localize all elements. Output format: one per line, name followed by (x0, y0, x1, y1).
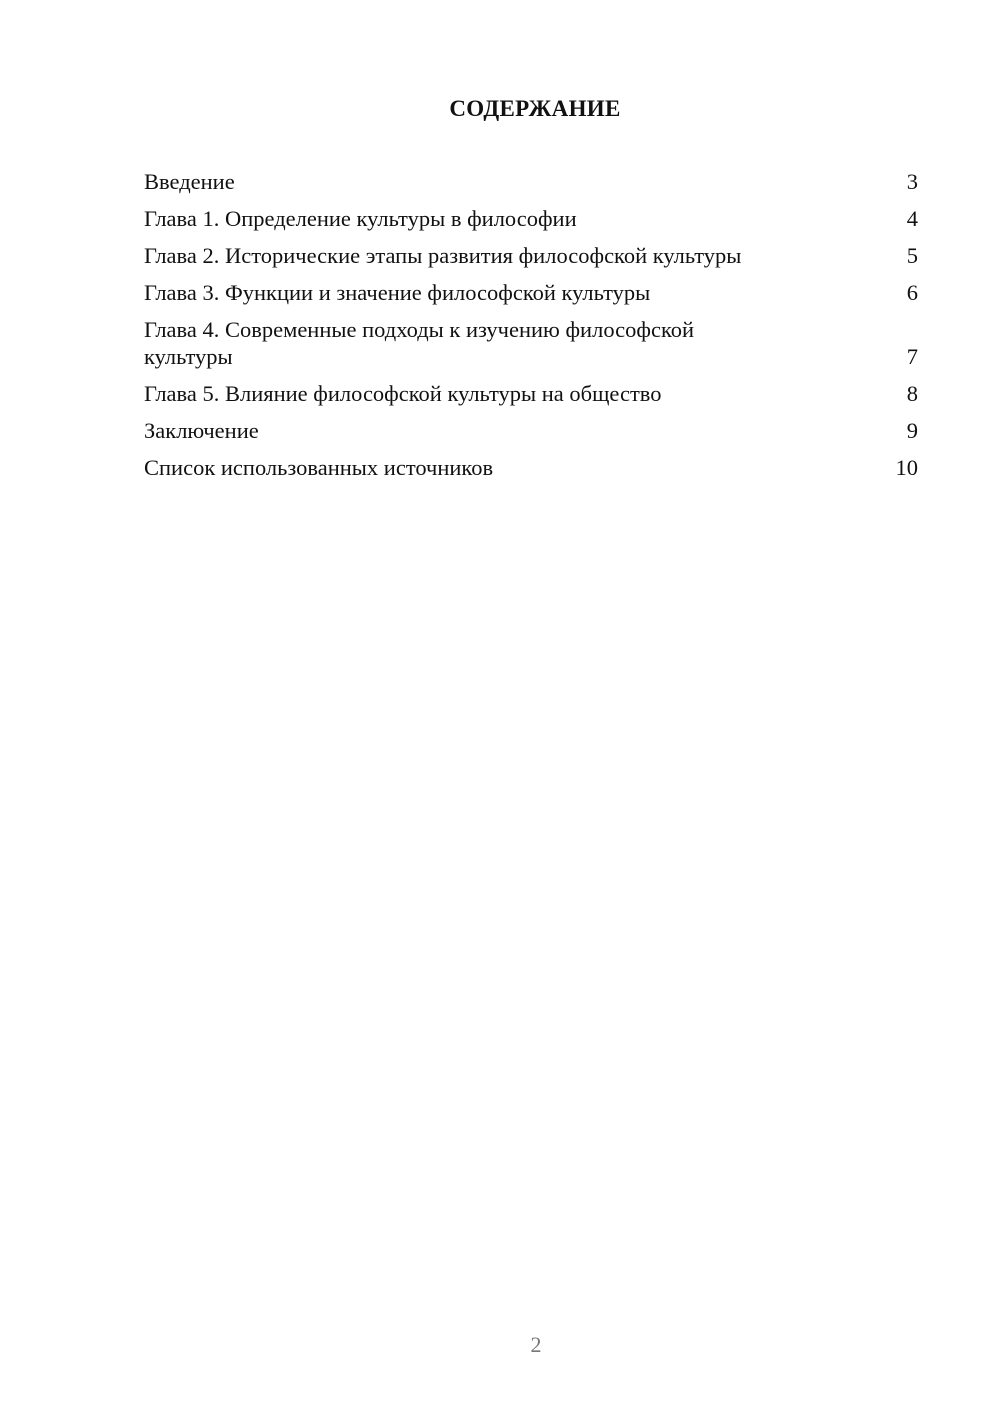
toc-entry-page: 8 (906, 381, 918, 406)
toc-entry-label: Список использованных источников (144, 455, 494, 480)
toc-entry-page: 4 (906, 206, 918, 231)
toc-entry-label: Глава 3. Функции и значение философской культуры (144, 280, 651, 305)
toc-entry-label: Введение (144, 169, 235, 194)
toc-entry-label: Заключение (144, 418, 259, 443)
toc-entry-label: Глава 2. Исторические этапы развития философской культуры (144, 243, 742, 268)
toc-entry-page: 9 (906, 418, 918, 443)
toc-entry[interactable] (144, 205, 918, 232)
toc-entry[interactable] (144, 380, 918, 407)
page-title: СОДЕРЖАНИЕ (449, 96, 621, 121)
toc-entry-label: Глава 4. Современные подходы к изучению философской культуры (144, 317, 695, 369)
toc-entry-page: 3 (906, 169, 918, 194)
toc-entry[interactable] (144, 242, 918, 269)
toc-entry-page: 10 (895, 455, 918, 480)
toc-entry[interactable] (144, 279, 918, 306)
toc-entry-page: 7 (906, 344, 918, 369)
toc-entry-label: Глава 5. Влияние философской культуры на общество (144, 381, 662, 406)
toc-entry-label: Глава 1. Определение культуры в философии (144, 206, 577, 231)
toc-entry-page: 5 (906, 243, 918, 268)
table-of-contents (144, 168, 918, 491)
toc-entry-page: 6 (906, 280, 918, 305)
page-number: 2 (530, 1332, 542, 1357)
toc-entry[interactable] (144, 316, 918, 370)
toc-entry[interactable] (144, 168, 918, 195)
toc-entry[interactable] (144, 454, 918, 481)
toc-entry[interactable] (144, 417, 918, 444)
